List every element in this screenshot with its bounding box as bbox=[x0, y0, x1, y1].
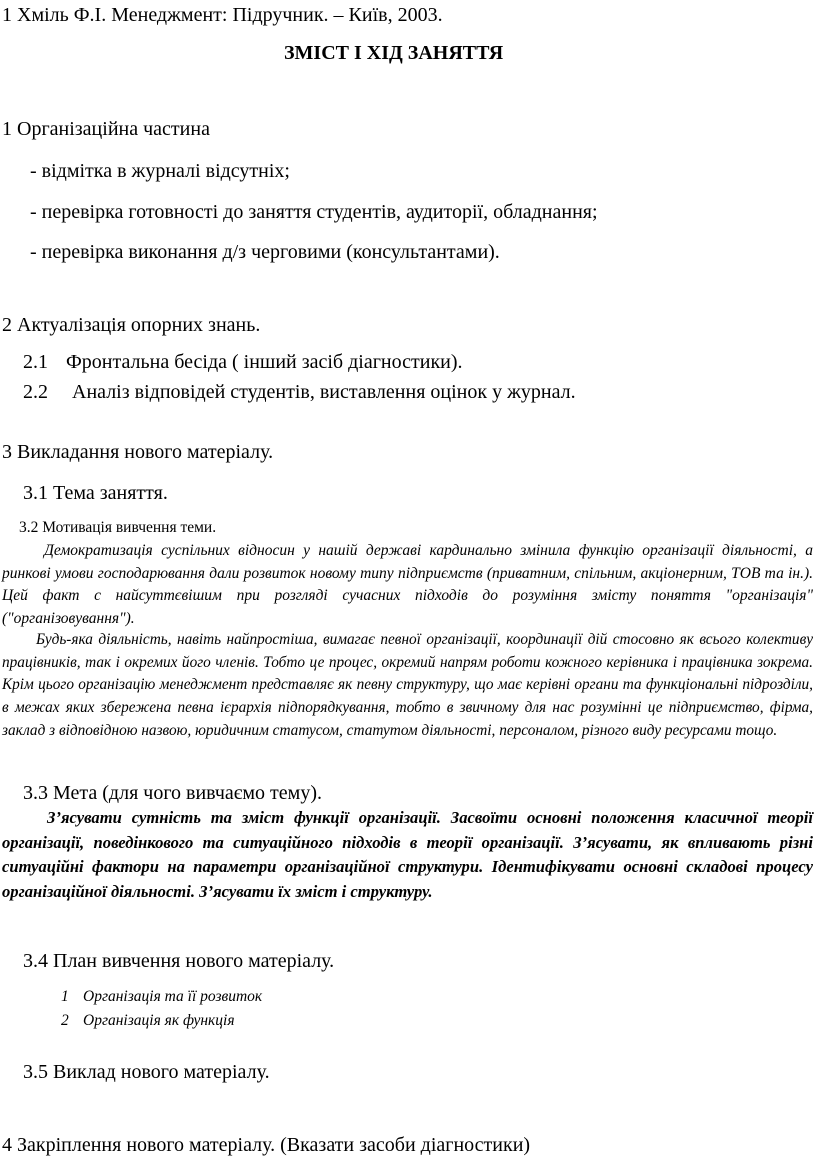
section-1-title: 1 Організаційна частина bbox=[2, 118, 210, 140]
subsection-3-1-title: 3.1 Тема заняття. bbox=[23, 482, 168, 504]
page-title: ЗМІСТ І ХІД ЗАНЯТТЯ bbox=[284, 42, 504, 64]
list-item-number: 2.2 bbox=[23, 381, 48, 403]
section-2-title: 2 Актуалізація опорних знань. bbox=[2, 314, 261, 336]
list-item-number: 2.1 bbox=[23, 351, 48, 373]
reference-line: 1 Хміль Ф.І. Менеджмент: Підручник. – Київ, 2003. bbox=[2, 4, 443, 26]
list-item: - відмітка в журналі відсутніх; bbox=[30, 160, 290, 182]
list-item: Фронтальна бесіда ( інший засіб діагностики). bbox=[66, 351, 463, 373]
goal-paragraph: З’ясувати сутність та зміст функції організації. Засвоїти основні положення класичної теорії організації, поведінкового та ситуаційного підходів в теорії організації. З’ясувати, як впливають різні ситуаційні фактори на параметри організаційної структури. Ідентифікувати основні складові процесу організаційної діяльності. З’ясувати їх зміст і структуру. bbox=[2, 808, 813, 901]
subsection-3-3-title: 3.3 Мета (для чого вивчаємо тему). bbox=[23, 782, 322, 804]
section-4-title: 4 Закріплення нового матеріалу. (Вказати засоби діагностики) bbox=[2, 1134, 531, 1156]
section-3-title: 3 Викладання нового матеріалу. bbox=[2, 441, 274, 463]
plan-item: Організація як функція bbox=[83, 1012, 235, 1029]
plan-item-number: 2 bbox=[61, 1012, 69, 1029]
list-item: - перевірка готовності до заняття студентів, аудиторії, обладнання; bbox=[30, 201, 598, 223]
motivation-paragraph-1: Демократизація суспільних відносин у нашій державі кардинально змінила функцію організації діяльності, а ринкові умови господарювання дали розвиток новому типу підприємств (приватним, спільним, акціонерним, ТОВ та ін.). Цей факт с найсуттєвішим при розгляді сучасних підходів до розуміння змісту поняття "організація"("організовування"). bbox=[2, 542, 813, 628]
plan-item-number: 1 bbox=[61, 988, 69, 1005]
plan-item: Організація та її розвиток bbox=[83, 988, 263, 1005]
list-item: - перевірка виконання д/з черговими (консультантами). bbox=[30, 241, 500, 263]
subsection-3-4-title: 3.4 План вивчення нового матеріалу. bbox=[23, 950, 335, 972]
subsection-3-2-title: 3.2 Мотивація вивчення теми. bbox=[19, 519, 217, 536]
motivation-paragraph-2: Будь-яка діяльність, навіть найпростіша, вимагає певної організації, координації дій стосовно як всього колективу працівників, так і окремих його членів. Тобто це процес, окремий напрям роботи кожного керівника і працівника зокрема. Крім цього організацію менеджмент представляє як певну структуру, що має керівні органи та функціональні підрозділи, в межах яких збережена певна ієрархія підпорядкування, тобто в звичному для нас розумінні це підприємство, фірма, заклад з відповідною назвою, юридичним статусом, статутом діяльності, персоналом, різного виду ресурсами тощо. bbox=[2, 631, 813, 739]
list-item: Аналіз відповідей студентів, виставлення оцінок у журнал. bbox=[72, 381, 576, 403]
subsection-3-5-title: 3.5 Виклад нового матеріалу. bbox=[23, 1061, 270, 1083]
